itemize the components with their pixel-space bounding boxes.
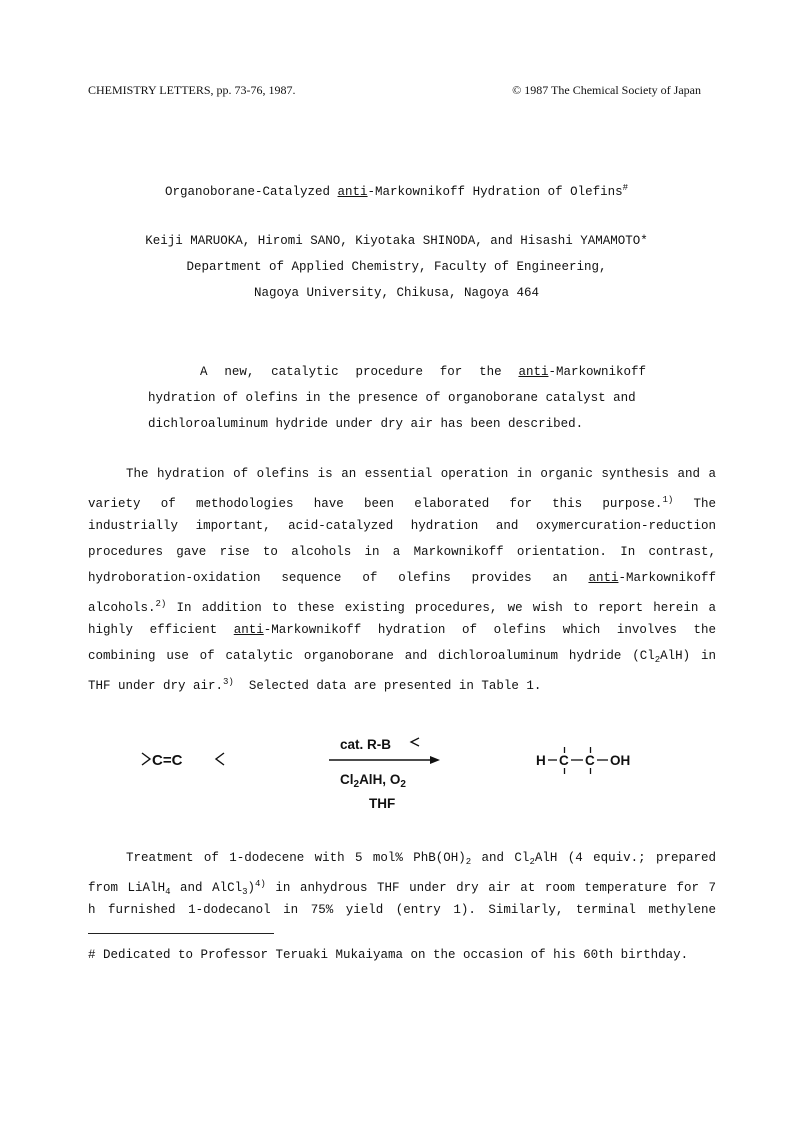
paragraph-line: Treatment of 1-dodecene with 5 mol% $PhB(OH)_2$ and $Cl_2AlH$ (4 equiv.; prepared bbox=[126, 851, 716, 867]
product-hydrogen: H bbox=[536, 753, 546, 768]
affiliation-line-2: Nagoya University, Chikusa, Nagoya 464 bbox=[253, 286, 540, 300]
paragraph-line: alcohols.$^{2)}$ In addition to these existing procedures, we wish to report herein a bbox=[88, 599, 716, 615]
body-paragraph-1 bbox=[88, 461, 716, 695]
left-bonds-icon bbox=[142, 753, 150, 765]
abstract-line-3: dichloroaluminum hydride under dry air has been described. bbox=[148, 417, 584, 431]
product-carbon-1: C bbox=[559, 753, 569, 768]
paper-title: Organoborane-Catalyzed anti-Markownikoff Hydration of Olefins# bbox=[165, 183, 628, 199]
body-paragraph-2 bbox=[88, 845, 716, 923]
product-hydroxyl: OH bbox=[610, 753, 631, 768]
paragraph-line: procedures gave rise to alcohols in a Markownikoff orientation. In contrast, bbox=[88, 545, 716, 559]
right-bonds-icon bbox=[216, 753, 224, 765]
boron-bonds-icon bbox=[411, 738, 419, 746]
solvent-label: THF bbox=[369, 796, 396, 811]
author-list: Keiji MARUOKA, Hiromi SANO, Kiyotaka SHINODA, and Hisashi YAMAMOTO* bbox=[145, 234, 648, 248]
paragraph-line: The hydration of olefins is an essential operation in organic synthesis and a bbox=[126, 467, 716, 481]
paragraph-line: THF under dry air.$^{3)}$ Selected data are presented in Table 1. bbox=[88, 677, 542, 693]
paragraph-line: hydroboration-oxidation sequence of olefins provides an anti-Markownikoff bbox=[88, 571, 716, 585]
footnote-divider bbox=[88, 933, 274, 934]
reagent-label: $Cl_2AlH$, $O_2$ bbox=[340, 772, 406, 790]
copyright-notice: © 1987 The Chemical Society of Japan bbox=[512, 83, 701, 97]
paragraph-line: h furnished 1-dodecanol in 75% yield (entry 1). Similarly, terminal methylene bbox=[88, 903, 716, 917]
olefin-reactant bbox=[142, 752, 224, 769]
reactant-formula: C=C bbox=[152, 752, 183, 769]
reaction-arrow-block bbox=[329, 737, 440, 811]
paragraph-line: variety of methodologies have been elaborated for this purpose.$^{1)}$ The bbox=[88, 495, 716, 511]
dedication-footnote: # Dedicated to Professor Teruaki Mukaiyama on the occasion of his 60th birthday. bbox=[88, 948, 689, 962]
product-carbon-2: C bbox=[585, 753, 595, 768]
alcohol-product bbox=[536, 747, 630, 774]
paragraph-line: combining use of catalytic organoborane and dichloroaluminum hydride $(Cl_2AlH)$ in bbox=[88, 649, 716, 665]
abstract bbox=[148, 359, 646, 437]
abstract-line-2: hydration of olefins in the presence of organoborane catalyst and bbox=[148, 391, 636, 405]
paragraph-line: from LiAlH$_4$ and AlCl$_3$)$^{4)}$ in anhydrous THF under dry air at room temperature for 7 bbox=[88, 879, 716, 897]
catalyst-label: cat. R-B bbox=[340, 737, 392, 752]
reaction-scheme bbox=[140, 730, 660, 830]
paragraph-line: industrially important, acid-catalyzed hydration and oxymercuration-reduction bbox=[88, 519, 716, 533]
abstract-line-1: A new, catalytic procedure for the anti-Markownikoff bbox=[200, 365, 646, 379]
arrowhead-icon bbox=[430, 756, 440, 764]
affiliation-line-1: Department of Applied Chemistry, Faculty of Engineering, bbox=[186, 260, 607, 274]
journal-citation: CHEMISTRY LETTERS, pp. 73-76, 1987. bbox=[88, 83, 296, 97]
paragraph-line: highly efficient anti-Markownikoff hydration of olefins which involves the bbox=[88, 623, 716, 637]
